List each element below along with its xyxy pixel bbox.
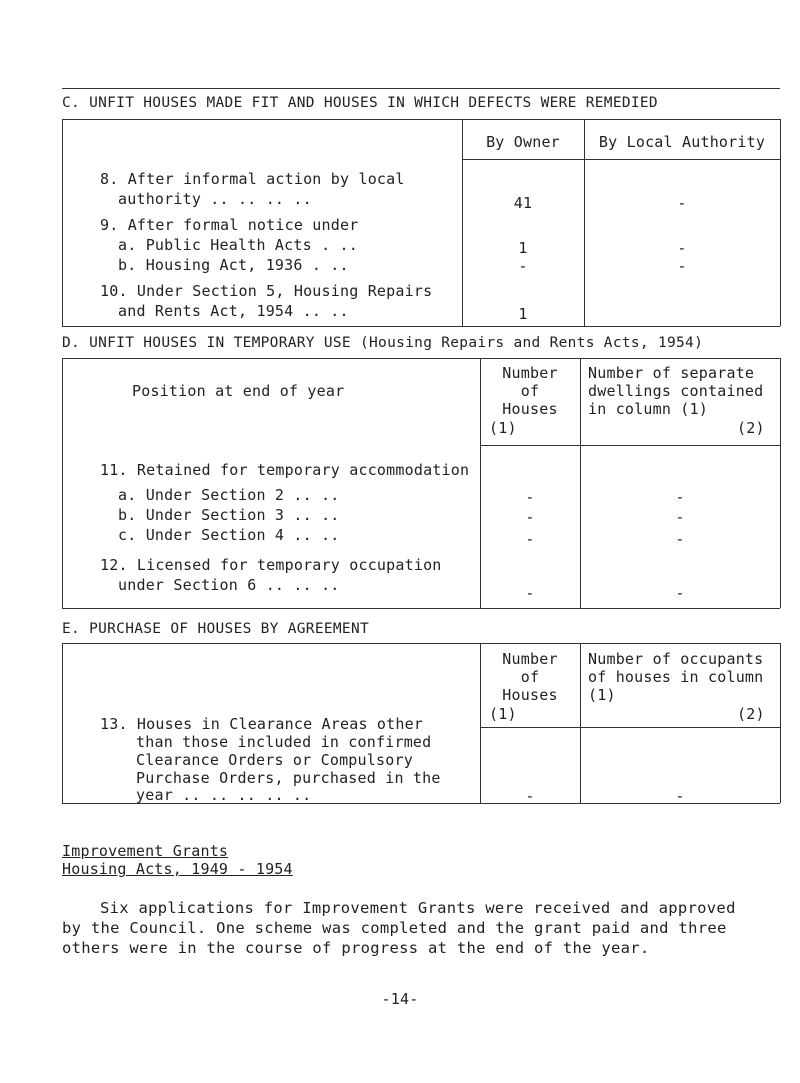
grants-heading: Improvement Grants — [62, 842, 229, 860]
column-header-houses: (1) — [489, 419, 517, 437]
column-header-houses: (1) — [489, 705, 517, 723]
rule — [62, 803, 780, 804]
grants-paragraph-line: Six applications for Improvement Grants were received and approved — [100, 899, 736, 917]
section-c-title: C. UNFIT HOUSES MADE FIT AND HOUSES IN WHICH DEFECTS WERE REMEDIED — [62, 95, 658, 111]
rule — [62, 88, 780, 89]
grants-paragraph-line: others were in the course of progress at the end of the year. — [62, 939, 650, 957]
row-label: b. Housing Act, 1936 . .. — [118, 256, 349, 274]
cell-value: - — [675, 508, 685, 526]
cell-value: - — [675, 488, 685, 506]
row-label: a. Public Health Acts . .. — [118, 236, 358, 254]
cell-value: - — [675, 584, 685, 602]
rule — [480, 727, 780, 728]
row-label: 9. After formal notice under — [100, 216, 359, 234]
grants-subheading: Housing Acts, 1949 - 1954 — [62, 860, 293, 878]
rule — [62, 643, 780, 644]
rule — [480, 445, 780, 446]
rule — [62, 358, 63, 608]
section-e-title: E. PURCHASE OF HOUSES BY AGREEMENT — [62, 621, 370, 637]
column-header-houses: of — [520, 668, 540, 686]
column-header-houses: Houses — [502, 400, 558, 418]
cell-value: 41 — [513, 194, 533, 212]
row-label: b. Under Section 3 .. .. — [118, 506, 340, 524]
rule — [62, 358, 780, 359]
row-label: and Rents Act, 1954 .. .. — [118, 302, 349, 320]
column-header-dwellings: Number of separate — [588, 364, 755, 382]
rule — [62, 326, 780, 327]
grants-paragraph-line: by the Council. One scheme was completed and the grant paid and three — [62, 919, 727, 937]
row-label: under Section 6 .. .. .. — [118, 576, 340, 594]
row-label: year .. .. .. .. .. — [136, 786, 312, 804]
row-label: Clearance Orders or Compulsory — [136, 751, 413, 769]
column-header-dwellings: (2) — [737, 419, 765, 437]
column-header-position: Position at end of year — [132, 382, 345, 400]
rule — [62, 119, 780, 120]
cell-value: - — [675, 530, 685, 548]
rule — [780, 643, 781, 803]
column-header-houses: Number — [502, 650, 558, 668]
rule — [462, 159, 780, 160]
cell-value: - — [677, 257, 687, 275]
column-header-occupants: of houses in column — [588, 668, 764, 686]
cell-value: - — [525, 787, 535, 805]
column-header-authority: By Local Authority — [598, 133, 766, 151]
row-label: 12. Licensed for temporary occupation — [100, 556, 442, 574]
row-label: than those included in confirmed — [136, 733, 432, 751]
rule — [62, 119, 63, 326]
row-label: a. Under Section 2 .. .. — [118, 486, 340, 504]
row-label: authority .. .. .. .. — [118, 190, 312, 208]
row-label: 10. Under Section 5, Housing Repairs — [100, 282, 433, 300]
cell-value: - — [525, 488, 535, 506]
cell-value: - — [525, 530, 535, 548]
rule — [580, 358, 581, 608]
column-header-owner: By Owner — [486, 133, 560, 151]
rule — [780, 119, 781, 326]
column-header-houses: Houses — [502, 686, 558, 704]
cell-value: - — [675, 787, 685, 805]
column-header-dwellings: dwellings contained — [588, 382, 764, 400]
row-label: 8. After informal action by local — [100, 170, 405, 188]
column-header-houses: of — [520, 382, 540, 400]
column-header-occupants: (1) — [588, 686, 616, 704]
cell-value: 1 — [518, 239, 528, 257]
cell-value: - — [677, 239, 687, 257]
row-label: 13. Houses in Clearance Areas other — [100, 715, 424, 733]
rule — [62, 608, 780, 609]
cell-value: - — [525, 584, 535, 602]
row-label: c. Under Section 4 .. .. — [118, 526, 340, 544]
cell-value: - — [525, 508, 535, 526]
column-header-dwellings: in column (1) — [588, 400, 708, 418]
cell-value: 1 — [518, 305, 528, 323]
cell-value: - — [677, 194, 687, 212]
row-label: 11. Retained for temporary accommodation — [100, 461, 470, 479]
cell-value: - — [518, 257, 528, 275]
column-header-occupants: Number of occupants — [588, 650, 764, 668]
rule — [580, 643, 581, 803]
page-number: -14- — [381, 990, 419, 1008]
column-header-houses: Number — [502, 364, 558, 382]
row-label: Purchase Orders, purchased in the — [136, 769, 441, 787]
rule — [780, 358, 781, 608]
rule — [62, 643, 63, 803]
section-d-title: D. UNFIT HOUSES IN TEMPORARY USE (Housing Repairs and Rents Acts, 1954) — [62, 335, 704, 351]
column-header-occupants: (2) — [737, 705, 765, 723]
